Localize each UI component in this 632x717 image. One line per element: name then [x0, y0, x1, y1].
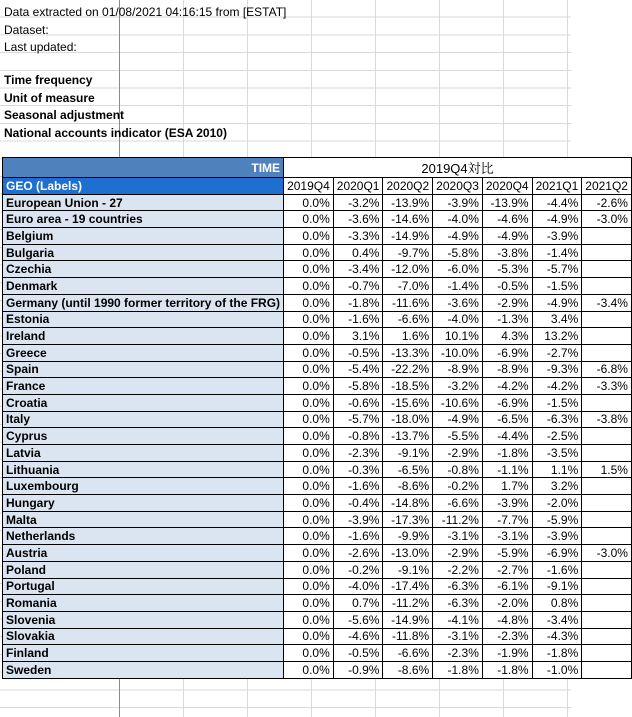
value-cell[interactable]: -6.5%: [383, 461, 433, 478]
value-cell[interactable]: -5.9%: [532, 511, 582, 528]
value-cell[interactable]: -13.9%: [482, 194, 532, 211]
value-cell[interactable]: 0.0%: [284, 628, 334, 645]
value-cell[interactable]: 4.3%: [482, 328, 532, 345]
value-cell[interactable]: -22.2%: [383, 361, 433, 378]
value-cell[interactable]: [582, 228, 632, 245]
table-row: [3, 461, 632, 478]
header-row-quarters: [3, 178, 632, 195]
value-cell[interactable]: -3.0%: [582, 545, 632, 562]
table-row: [3, 228, 632, 245]
value-cell[interactable]: -5.8%: [333, 378, 383, 395]
value-cell[interactable]: [582, 261, 632, 278]
geo-label-cell[interactable]: Netherlands: [3, 528, 284, 545]
value-cell[interactable]: -6.9%: [482, 394, 532, 411]
value-cell[interactable]: -6.3%: [433, 578, 483, 595]
value-cell[interactable]: 1.7%: [482, 478, 532, 495]
table-row: [3, 611, 632, 628]
value-cell[interactable]: 1.1%: [532, 461, 582, 478]
geo-label-cell[interactable]: Romania: [3, 595, 284, 612]
geo-label-cell[interactable]: Croatia: [3, 394, 284, 411]
value-cell[interactable]: -1.6%: [532, 561, 582, 578]
value-cell[interactable]: -3.4%: [582, 294, 632, 311]
value-cell[interactable]: [582, 428, 632, 445]
value-cell[interactable]: 0.0%: [284, 244, 334, 261]
table-row: [3, 344, 632, 361]
table-row: [3, 428, 632, 445]
value-cell[interactable]: -4.0%: [333, 578, 383, 595]
value-cell[interactable]: -9.9%: [383, 528, 433, 545]
value-cell[interactable]: [582, 611, 632, 628]
geo-label-cell[interactable]: France: [3, 378, 284, 395]
value-cell[interactable]: 1.5%: [582, 461, 632, 478]
table-row: [3, 361, 632, 378]
value-cell[interactable]: -9.7%: [383, 244, 433, 261]
value-cell[interactable]: 0.0%: [284, 311, 334, 328]
value-cell[interactable]: -7.0%: [383, 278, 433, 295]
value-cell[interactable]: 0.0%: [284, 411, 334, 428]
value-cell[interactable]: -15.6%: [383, 394, 433, 411]
value-cell[interactable]: -3.1%: [482, 528, 532, 545]
value-cell[interactable]: 0.0%: [284, 344, 334, 361]
value-cell[interactable]: -4.2%: [482, 378, 532, 395]
value-cell[interactable]: -4.9%: [433, 228, 483, 245]
table-row: [3, 645, 632, 662]
value-cell[interactable]: -3.3%: [333, 228, 383, 245]
value-cell[interactable]: [582, 595, 632, 612]
value-cell[interactable]: [582, 394, 632, 411]
value-cell[interactable]: -17.3%: [383, 511, 433, 528]
geo-label-cell[interactable]: Poland: [3, 561, 284, 578]
value-cell[interactable]: -6.8%: [582, 361, 632, 378]
value-cell[interactable]: -4.0%: [433, 211, 483, 228]
time-header-cell[interactable]: TIME: [3, 158, 284, 178]
value-cell[interactable]: -3.4%: [333, 261, 383, 278]
value-cell[interactable]: 0.0%: [284, 428, 334, 445]
value-cell[interactable]: -4.4%: [532, 194, 582, 211]
value-cell[interactable]: 3.4%: [532, 311, 582, 328]
value-cell[interactable]: -3.8%: [582, 411, 632, 428]
value-cell[interactable]: -4.1%: [433, 611, 483, 628]
value-cell[interactable]: -2.7%: [532, 344, 582, 361]
value-cell[interactable]: 0.0%: [284, 261, 334, 278]
geo-label-cell[interactable]: Slovakia: [3, 628, 284, 645]
table-row: [3, 244, 632, 261]
value-cell[interactable]: -0.5%: [482, 278, 532, 295]
value-cell[interactable]: -0.9%: [333, 661, 383, 678]
value-cell[interactable]: -0.8%: [433, 461, 483, 478]
value-cell[interactable]: 0.0%: [284, 228, 334, 245]
table-row: [3, 545, 632, 562]
value-cell[interactable]: -12.0%: [383, 261, 433, 278]
value-cell[interactable]: -6.5%: [482, 411, 532, 428]
value-cell[interactable]: -9.1%: [532, 578, 582, 595]
quarter-header[interactable]: 2020Q3: [433, 178, 483, 195]
geo-label-cell[interactable]: Estonia: [3, 311, 284, 328]
value-cell[interactable]: -2.9%: [482, 294, 532, 311]
value-cell[interactable]: -3.1%: [433, 628, 483, 645]
value-cell[interactable]: -17.4%: [383, 578, 433, 595]
value-cell[interactable]: -0.8%: [333, 428, 383, 445]
table-body: [3, 194, 632, 678]
geo-label-cell[interactable]: Slovenia: [3, 611, 284, 628]
value-cell[interactable]: -1.6%: [333, 528, 383, 545]
value-cell[interactable]: -18.5%: [383, 378, 433, 395]
value-cell[interactable]: -1.3%: [482, 311, 532, 328]
value-cell[interactable]: -3.4%: [532, 611, 582, 628]
value-cell[interactable]: -3.9%: [532, 228, 582, 245]
last-updated-label[interactable]: Last updated:: [4, 40, 77, 54]
geo-label-cell[interactable]: Austria: [3, 545, 284, 562]
value-cell[interactable]: -9.1%: [383, 561, 433, 578]
value-cell[interactable]: -2.3%: [333, 445, 383, 462]
value-cell[interactable]: -5.4%: [333, 361, 383, 378]
value-cell[interactable]: -2.0%: [482, 595, 532, 612]
value-cell[interactable]: -1.4%: [433, 278, 483, 295]
value-cell[interactable]: [582, 645, 632, 662]
value-cell[interactable]: -1.5%: [532, 394, 582, 411]
value-cell[interactable]: -3.8%: [482, 244, 532, 261]
value-cell[interactable]: -3.5%: [532, 445, 582, 462]
value-cell[interactable]: 3.1%: [333, 328, 383, 345]
value-cell[interactable]: -9.1%: [383, 445, 433, 462]
value-cell[interactable]: -1.8%: [482, 445, 532, 462]
value-cell[interactable]: -4.6%: [333, 628, 383, 645]
value-cell[interactable]: 0.0%: [284, 645, 334, 662]
value-cell[interactable]: -8.9%: [482, 361, 532, 378]
value-cell[interactable]: -1.8%: [482, 661, 532, 678]
table-row: [3, 211, 632, 228]
value-cell[interactable]: [582, 311, 632, 328]
value-cell[interactable]: -1.9%: [482, 645, 532, 662]
value-cell[interactable]: -4.3%: [532, 628, 582, 645]
value-cell[interactable]: -2.5%: [532, 428, 582, 445]
table-row: [3, 261, 632, 278]
geo-label-cell[interactable]: Malta: [3, 511, 284, 528]
geo-label-cell[interactable]: Denmark: [3, 278, 284, 295]
value-cell[interactable]: -3.9%: [333, 511, 383, 528]
value-cell[interactable]: 10.1%: [433, 328, 483, 345]
geo-label-cell[interactable]: Latvia: [3, 445, 284, 462]
value-cell[interactable]: -4.9%: [532, 294, 582, 311]
value-cell[interactable]: -2.7%: [482, 561, 532, 578]
geo-label-cell[interactable]: Belgium: [3, 228, 284, 245]
table-row: [3, 495, 632, 512]
value-cell[interactable]: -1.0%: [532, 661, 582, 678]
quarter-header[interactable]: 2021Q2: [582, 178, 632, 195]
value-cell[interactable]: [582, 578, 632, 595]
value-cell[interactable]: -1.5%: [532, 278, 582, 295]
table-row: [3, 194, 632, 211]
value-cell[interactable]: 0.0%: [284, 445, 334, 462]
value-cell[interactable]: 0.0%: [284, 211, 334, 228]
value-cell[interactable]: 0.0%: [284, 578, 334, 595]
geo-label-cell[interactable]: Lithuania: [3, 461, 284, 478]
value-cell[interactable]: 0.0%: [284, 545, 334, 562]
value-cell[interactable]: -14.9%: [383, 611, 433, 628]
value-cell[interactable]: 0.0%: [284, 511, 334, 528]
value-cell[interactable]: -3.3%: [582, 378, 632, 395]
value-cell[interactable]: -2.6%: [582, 194, 632, 211]
header-row-time: [3, 158, 632, 178]
table-row: [3, 478, 632, 495]
extraction-note[interactable]: Data extracted on 01/08/2021 04:16:15 from [ESTAT]: [4, 5, 287, 19]
value-cell[interactable]: -5.8%: [433, 244, 483, 261]
geo-label-cell[interactable]: European Union - 27: [3, 194, 284, 211]
value-cell[interactable]: 0.0%: [284, 294, 334, 311]
quarter-header[interactable]: 2020Q2: [383, 178, 433, 195]
value-cell[interactable]: 0.0%: [284, 461, 334, 478]
value-cell[interactable]: -6.6%: [383, 645, 433, 662]
value-cell[interactable]: -5.7%: [333, 411, 383, 428]
geo-label-cell[interactable]: Czechia: [3, 261, 284, 278]
value-cell[interactable]: -1.1%: [482, 461, 532, 478]
value-cell[interactable]: -1.6%: [333, 478, 383, 495]
value-cell[interactable]: -6.1%: [482, 578, 532, 595]
value-cell[interactable]: -14.9%: [383, 228, 433, 245]
value-cell[interactable]: -0.5%: [333, 344, 383, 361]
value-cell[interactable]: -5.5%: [433, 428, 483, 445]
value-cell[interactable]: 0.0%: [284, 361, 334, 378]
value-cell[interactable]: -5.7%: [532, 261, 582, 278]
reference-title[interactable]: 2019Q4対比: [284, 158, 632, 178]
value-cell[interactable]: -0.4%: [333, 495, 383, 512]
value-cell[interactable]: [582, 511, 632, 528]
value-cell[interactable]: 1.6%: [383, 328, 433, 345]
value-cell[interactable]: -0.5%: [333, 645, 383, 662]
value-cell[interactable]: -6.6%: [433, 495, 483, 512]
value-cell[interactable]: -3.6%: [333, 211, 383, 228]
value-cell[interactable]: 0.0%: [284, 561, 334, 578]
table-row: [3, 294, 632, 311]
geo-label-cell[interactable]: Finland: [3, 645, 284, 662]
value-cell[interactable]: -11.2%: [383, 595, 433, 612]
quarter-header[interactable]: 2019Q4: [284, 178, 334, 195]
value-cell[interactable]: -2.2%: [433, 561, 483, 578]
quarter-header[interactable]: 2021Q1: [532, 178, 582, 195]
value-cell[interactable]: -9.3%: [532, 361, 582, 378]
value-cell[interactable]: -3.2%: [433, 378, 483, 395]
value-cell[interactable]: -4.2%: [532, 378, 582, 395]
value-cell[interactable]: -2.3%: [482, 628, 532, 645]
value-cell[interactable]: -3.9%: [482, 495, 532, 512]
table-row: [3, 661, 632, 678]
geo-header-cell[interactable]: GEO (Labels): [3, 178, 284, 195]
value-cell[interactable]: 0.0%: [284, 394, 334, 411]
value-cell[interactable]: [582, 495, 632, 512]
value-cell[interactable]: -8.9%: [433, 361, 483, 378]
geo-label-cell[interactable]: Bulgaria: [3, 244, 284, 261]
value-cell[interactable]: 0.0%: [284, 478, 334, 495]
value-cell[interactable]: -5.9%: [482, 545, 532, 562]
geo-label-cell[interactable]: Greece: [3, 344, 284, 361]
value-cell[interactable]: 0.0%: [284, 378, 334, 395]
value-cell[interactable]: -0.3%: [333, 461, 383, 478]
value-cell[interactable]: -13.9%: [383, 194, 433, 211]
value-cell[interactable]: -4.4%: [482, 428, 532, 445]
geo-label-cell[interactable]: Portugal: [3, 578, 284, 595]
value-cell[interactable]: [582, 661, 632, 678]
value-cell[interactable]: -13.0%: [383, 545, 433, 562]
national-accounts-label[interactable]: National accounts indicator (ESA 2010): [4, 126, 227, 140]
table-row: [3, 328, 632, 345]
geo-label-cell[interactable]: Cyprus: [3, 428, 284, 445]
value-cell[interactable]: -1.8%: [433, 661, 483, 678]
value-cell[interactable]: -4.0%: [433, 311, 483, 328]
table-row: [3, 578, 632, 595]
geo-label-cell[interactable]: Euro area - 19 countries: [3, 211, 284, 228]
geo-label-cell[interactable]: Spain: [3, 361, 284, 378]
value-cell[interactable]: -3.9%: [532, 528, 582, 545]
value-cell[interactable]: -2.0%: [532, 495, 582, 512]
table-row: [3, 595, 632, 612]
table-row: [3, 511, 632, 528]
table-row: [3, 628, 632, 645]
value-cell[interactable]: [582, 561, 632, 578]
value-cell[interactable]: -1.8%: [532, 645, 582, 662]
value-cell[interactable]: -4.9%: [532, 211, 582, 228]
value-cell[interactable]: [582, 528, 632, 545]
value-cell[interactable]: -1.6%: [333, 311, 383, 328]
value-cell[interactable]: [582, 478, 632, 495]
table-row: [3, 561, 632, 578]
value-cell[interactable]: -6.3%: [433, 595, 483, 612]
value-cell[interactable]: -11.8%: [383, 628, 433, 645]
value-cell[interactable]: -14.6%: [383, 211, 433, 228]
value-cell[interactable]: -3.0%: [582, 211, 632, 228]
geo-label-cell[interactable]: Sweden: [3, 661, 284, 678]
value-cell[interactable]: -2.9%: [433, 545, 483, 562]
value-cell[interactable]: -5.3%: [482, 261, 532, 278]
table-row: [3, 528, 632, 545]
table-row: [3, 394, 632, 411]
value-cell[interactable]: 0.0%: [284, 661, 334, 678]
seasonal-adjustment-label[interactable]: Seasonal adjustment: [4, 108, 125, 122]
value-cell[interactable]: 0.0%: [284, 495, 334, 512]
value-cell[interactable]: -6.3%: [532, 411, 582, 428]
value-cell[interactable]: -6.6%: [383, 311, 433, 328]
value-cell[interactable]: 0.0%: [284, 611, 334, 628]
value-cell[interactable]: 0.0%: [284, 278, 334, 295]
value-cell[interactable]: -3.9%: [433, 194, 483, 211]
value-cell[interactable]: -0.6%: [333, 394, 383, 411]
value-cell[interactable]: -7.7%: [482, 511, 532, 528]
value-cell[interactable]: -10.0%: [433, 344, 483, 361]
value-cell[interactable]: 13.2%: [532, 328, 582, 345]
value-cell[interactable]: 0.0%: [284, 328, 334, 345]
value-cell[interactable]: [582, 344, 632, 361]
value-cell[interactable]: -2.9%: [433, 445, 483, 462]
geo-label-cell[interactable]: Germany (until 1990 former territory of the FRG): [3, 294, 284, 311]
value-cell[interactable]: -6.0%: [433, 261, 483, 278]
value-cell[interactable]: -3.2%: [333, 194, 383, 211]
table-row: [3, 411, 632, 428]
quarter-header[interactable]: 2020Q4: [482, 178, 532, 195]
value-cell[interactable]: -4.9%: [433, 411, 483, 428]
value-cell[interactable]: 3.2%: [532, 478, 582, 495]
value-cell[interactable]: -5.6%: [333, 611, 383, 628]
value-cell[interactable]: -1.8%: [333, 294, 383, 311]
value-cell[interactable]: 0.0%: [284, 194, 334, 211]
geo-label-cell[interactable]: Ireland: [3, 328, 284, 345]
value-cell[interactable]: -1.4%: [532, 244, 582, 261]
value-cell[interactable]: -4.8%: [482, 611, 532, 628]
data-table: [2, 157, 632, 679]
value-cell[interactable]: [582, 628, 632, 645]
value-cell[interactable]: -4.6%: [482, 211, 532, 228]
value-cell[interactable]: 0.7%: [333, 595, 383, 612]
value-cell[interactable]: -3.6%: [433, 294, 483, 311]
value-cell[interactable]: -6.9%: [532, 545, 582, 562]
value-cell[interactable]: 0.0%: [284, 528, 334, 545]
geo-label-cell[interactable]: Italy: [3, 411, 284, 428]
table-row: [3, 378, 632, 395]
value-cell[interactable]: -13.7%: [383, 428, 433, 445]
value-cell[interactable]: -2.6%: [333, 545, 383, 562]
table-row: [3, 311, 632, 328]
value-cell[interactable]: [582, 278, 632, 295]
value-cell[interactable]: -4.9%: [482, 228, 532, 245]
value-cell[interactable]: [582, 244, 632, 261]
unit-of-measure-label[interactable]: Unit of measure: [4, 91, 95, 105]
value-cell[interactable]: [582, 328, 632, 345]
value-cell[interactable]: 0.8%: [532, 595, 582, 612]
geo-label-cell[interactable]: Hungary: [3, 495, 284, 512]
geo-label-cell[interactable]: Luxembourg: [3, 478, 284, 495]
value-cell[interactable]: -10.6%: [433, 394, 483, 411]
value-cell[interactable]: [582, 445, 632, 462]
value-cell[interactable]: -0.2%: [433, 478, 483, 495]
quarter-header[interactable]: 2020Q1: [333, 178, 383, 195]
value-cell[interactable]: -2.3%: [433, 645, 483, 662]
value-cell[interactable]: -6.9%: [482, 344, 532, 361]
value-cell[interactable]: -18.0%: [383, 411, 433, 428]
value-cell[interactable]: 0.4%: [333, 244, 383, 261]
table-row: [3, 278, 632, 295]
value-cell[interactable]: -11.6%: [383, 294, 433, 311]
value-cell[interactable]: -14.8%: [383, 495, 433, 512]
value-cell[interactable]: -0.7%: [333, 278, 383, 295]
value-cell[interactable]: -3.1%: [433, 528, 483, 545]
value-cell[interactable]: 0.0%: [284, 595, 334, 612]
time-frequency-label[interactable]: Time frequency: [4, 73, 93, 87]
value-cell[interactable]: -8.6%: [383, 478, 433, 495]
value-cell[interactable]: -8.6%: [383, 661, 433, 678]
value-cell[interactable]: -0.2%: [333, 561, 383, 578]
value-cell[interactable]: -13.3%: [383, 344, 433, 361]
value-cell[interactable]: -11.2%: [433, 511, 483, 528]
dataset-label[interactable]: Dataset:: [4, 23, 49, 37]
table-row: [3, 445, 632, 462]
